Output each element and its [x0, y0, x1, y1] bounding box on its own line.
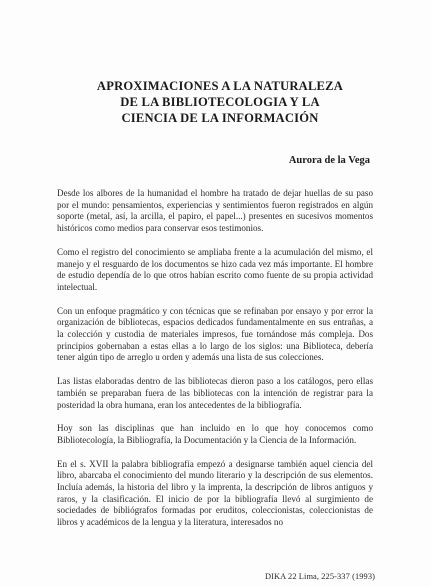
paragraph: Con un enfoque pragmático y con técnicas que se refinaban por ensayo y por error la organización de bibliotecas, espacios dedicados fundamentalmente en sus entrañas, a la colección y custodia de materiales impresos, fue tornándose más compleja. Dos principios gobernaban a estas ellas a lo largo de los siglos: una Biblioteca, debería tener algún tipo de arreglo u orden y además una lista de sus colecciones. — [57, 305, 373, 363]
paragraph: Desde los albores de la humanidad el hombre ha tratado de dejar huellas de su paso por el mundo: pensamientos, experiencias y sentimientos fueron registrados en algún soporte (metal, así, la arcilla, el papiro, el papel...) presentes en sucesivos momentos históricos como medios para conservar esos testimonios. — [57, 188, 373, 234]
title-line: APROXIMACIONES A LA NATURALEZA — [96, 79, 344, 93]
article-title — [60, 78, 380, 126]
title-line: DE LA BIBLIOTECOLOGIA Y LA — [120, 95, 320, 109]
paragraph: Como el registro del conocimiento se ampliaba frente a la acumulación del mismo, el manejo y el resguardo de los documentos se hizo cada vez más importante. El hombre de estudio dependía de lo que otros habían escrito como fuente de su propia actividad intelectual. — [57, 246, 373, 292]
paragraph: En el s. XVII la palabra bibliografía empezó a designarse también aquel ciencia del libro, abarcaba el conocimiento del mundo literario y la descripción de sus elementos. Incluía además, la historia del libro y la imprenta, la descripción de libros antiguos y raros, y la clasificación. El inicio de por la bibliografía llevó al surgimiento de sociedades de bibliógrafos formadas por eruditos, coleccionistas, coleccionistas de libros y académicos de la lengua y la literatura, interesados no — [57, 458, 373, 528]
page-footer-citation: DIKA 22 Lima, 225-337 (1993) — [264, 572, 375, 581]
author-name: Aurora de la Vega — [288, 155, 370, 166]
article-body — [57, 188, 373, 541]
title-line: CIENCIA DE LA INFORMACIÓN — [121, 111, 319, 125]
paragraph: Hoy son las disciplinas que han incluido en lo que hoy conocemos como Bibliotecología, la Bibliografía, la Documentación y la Ciencia de la Información. — [57, 423, 373, 445]
paragraph: Las listas elaboradas dentro de las bibliotecas dieron paso a los catálogos, pero ellas también se preparaban fuera de las bibliotecas con la intención de registrar para la posteridad la obra humana, eran los antecedentes de la bibliografía. — [57, 376, 373, 410]
